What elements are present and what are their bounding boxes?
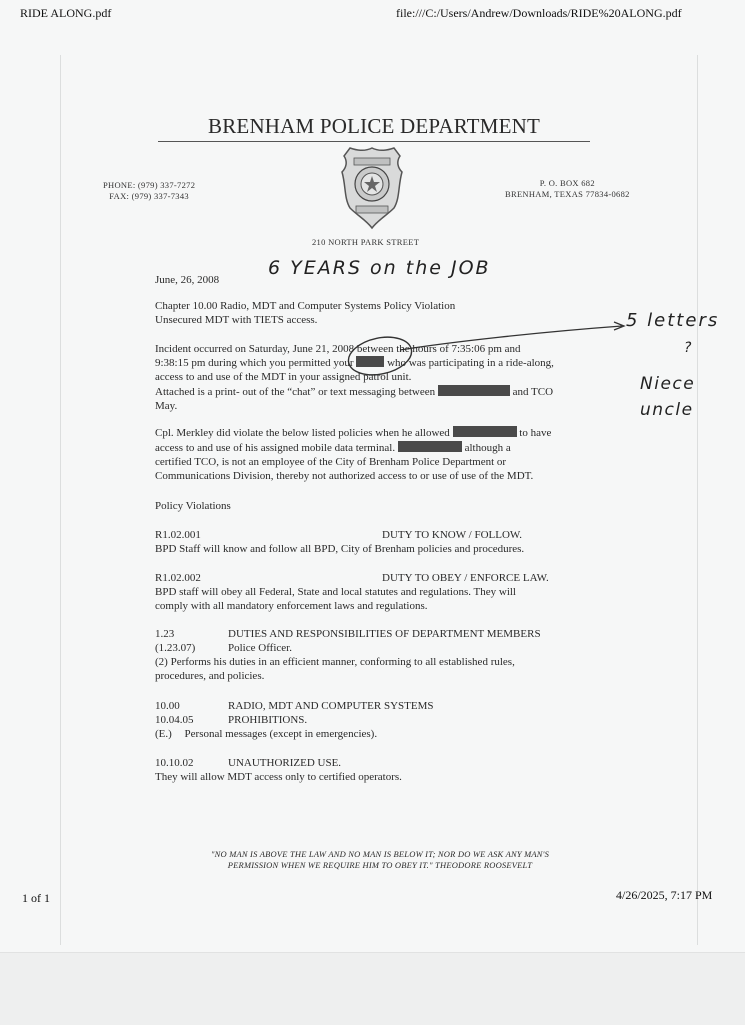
violation-3-code: 1.23 xyxy=(155,628,175,640)
quote-line-2: PERMISSION WHEN WE REQUIRE HIM TO OBEY IT." THEODORE ROOSEVELT xyxy=(227,860,533,870)
subject-line-1: Chapter 10.00 Radio, MDT and Computer Systems Policy Violation xyxy=(155,300,456,312)
scan-border-right xyxy=(697,55,698,945)
letterhead-title: BRENHAM POLICE DEPARTMENT xyxy=(158,114,590,142)
violation-5-title: UNAUTHORIZED USE. xyxy=(228,757,342,769)
violation-2-text-1: BPD staff will obey all Federal, State and local statutes and regulations. They will xyxy=(155,586,516,598)
roosevelt-quote xyxy=(180,849,580,871)
scan-bottom-margin xyxy=(0,952,745,1025)
violation-5-header xyxy=(155,756,342,771)
letterhead-street: 210 NORTH PARK STREET xyxy=(312,237,420,247)
quote-line-1: "NO MAN IS ABOVE THE LAW AND NO MAN IS BELOW IT; NOR DO WE ASK ANY MAN'S xyxy=(210,849,550,859)
violation-4-sub xyxy=(155,713,308,728)
violation-4-item-code: (E.) xyxy=(155,728,172,740)
para2-line-3: certified TCO, is not an employee of the City of Brenham Police Department or xyxy=(155,456,507,468)
scan-border-left xyxy=(60,55,61,945)
para1-line-2a: 9:38:15 pm during which you permitted your xyxy=(155,357,354,369)
print-header-filename: RIDE ALONG.pdf xyxy=(20,6,112,20)
redaction-box xyxy=(438,385,510,396)
subject-line-2: Unsecured MDT with TIETS access. xyxy=(155,314,318,326)
handwritten-note-niece: Niece xyxy=(640,374,696,394)
violation-5-code: 10.10.02 xyxy=(155,757,194,769)
violation-5-text: They will allow MDT access only to certified operators. xyxy=(155,771,402,783)
print-footer-timestamp: 4/26/2025, 7:17 PM xyxy=(616,888,713,902)
violation-4-code: 10.00 xyxy=(155,700,180,712)
violation-3-sub-title: Police Officer. xyxy=(228,642,292,654)
violation-4-sub-code: 10.04.05 xyxy=(155,714,194,726)
city-text: BRENHAM, TEXAS 77834-0682 xyxy=(505,189,630,199)
phone-text: PHONE: (979) 337-7272 xyxy=(103,180,196,190)
redaction-box xyxy=(398,441,462,452)
para2-line-2a: access to and use of his assigned mobile data terminal. xyxy=(155,442,396,454)
violation-1-title: DUTY TO KNOW / FOLLOW. xyxy=(382,529,523,541)
violation-2-code: R1.02.002 xyxy=(155,572,201,584)
violation-4-title: RADIO, MDT AND COMPUTER SYSTEMS xyxy=(228,700,434,712)
violation-1-header xyxy=(155,528,523,543)
para1-line-1: Incident occurred on Saturday, June 21, 2008 between the hours of 7:35:06 pm and xyxy=(155,343,521,355)
para2-line-1a: Cpl. Merkley did violate the below listed policies when he allowed xyxy=(155,427,450,439)
para1-line-4 xyxy=(155,385,553,400)
violation-3-text-2: procedures, and policies. xyxy=(155,670,265,682)
violation-3-sub-code: (1.23.07) xyxy=(155,642,196,654)
violation-2-text-2: comply with all mandatory enforcement laws and regulations. xyxy=(155,600,428,612)
letterhead-phone-fax xyxy=(103,180,195,202)
pobox-text: P. O. BOX 682 xyxy=(539,178,595,188)
para2-line-2 xyxy=(155,441,511,456)
para1-line-4b: and TCO xyxy=(512,386,554,398)
handwritten-note-uncle: uncle xyxy=(640,400,694,420)
para1-line-4a: Attached is a print- out of the “chat” or text messaging between xyxy=(155,386,436,398)
para1-line-5: May. xyxy=(155,400,178,412)
violation-4-sub-title: PROHIBITIONS. xyxy=(228,714,308,726)
violation-4-item-text: Personal messages (except in emergencies). xyxy=(184,728,378,740)
print-footer-page: 1 of 1 xyxy=(22,891,50,905)
para2-line-2b: although a xyxy=(464,442,511,454)
redaction-box xyxy=(356,356,384,367)
violation-3-header xyxy=(155,627,541,642)
letter-date: June, 26, 2008 xyxy=(155,274,220,286)
para2-line-4: Communications Division, thereby not authorized access to or use of use of the MDT. xyxy=(155,470,534,482)
para1-line-2 xyxy=(155,356,554,371)
violation-4-header xyxy=(155,699,434,714)
violation-3-text-1: (2) Performs his duties in an efficient manner, conforming to all established rules, xyxy=(155,656,515,668)
redaction-box xyxy=(453,426,517,437)
police-badge-icon xyxy=(340,146,404,230)
para2-line-1b: to have xyxy=(519,427,552,439)
para2-line-1 xyxy=(155,426,551,441)
violation-1-code: R1.02.001 xyxy=(155,529,201,541)
print-header-filepath: file:///C:/Users/Andrew/Downloads/RIDE%20ALONG.pdf xyxy=(396,6,682,20)
handwritten-question-mark: ? xyxy=(684,340,692,356)
handwritten-note-letters: 5 letters xyxy=(626,310,720,331)
letterhead-address xyxy=(505,178,630,200)
violation-4-item xyxy=(155,727,377,742)
violation-1-text: BPD Staff will know and follow all BPD, City of Brenham policies and procedures. xyxy=(155,543,525,555)
violation-2-title: DUTY TO OBEY / ENFORCE LAW. xyxy=(382,572,549,584)
policy-violations-heading: Policy Violations xyxy=(155,500,231,512)
violation-3-sub xyxy=(155,641,292,656)
para1-line-2b: who was participating in a ride-along, xyxy=(387,357,554,369)
violation-3-title: DUTIES AND RESPONSIBILITIES OF DEPARTMENT MEMBERS xyxy=(228,628,541,640)
fax-text: FAX: (979) 337-7343 xyxy=(109,191,189,201)
handwritten-note-years: 6 YEARS on the JOB xyxy=(268,257,491,279)
para1-line-3: access to and use of the MDT in your assigned patrol unit. xyxy=(155,371,412,383)
violation-2-header xyxy=(155,571,549,586)
